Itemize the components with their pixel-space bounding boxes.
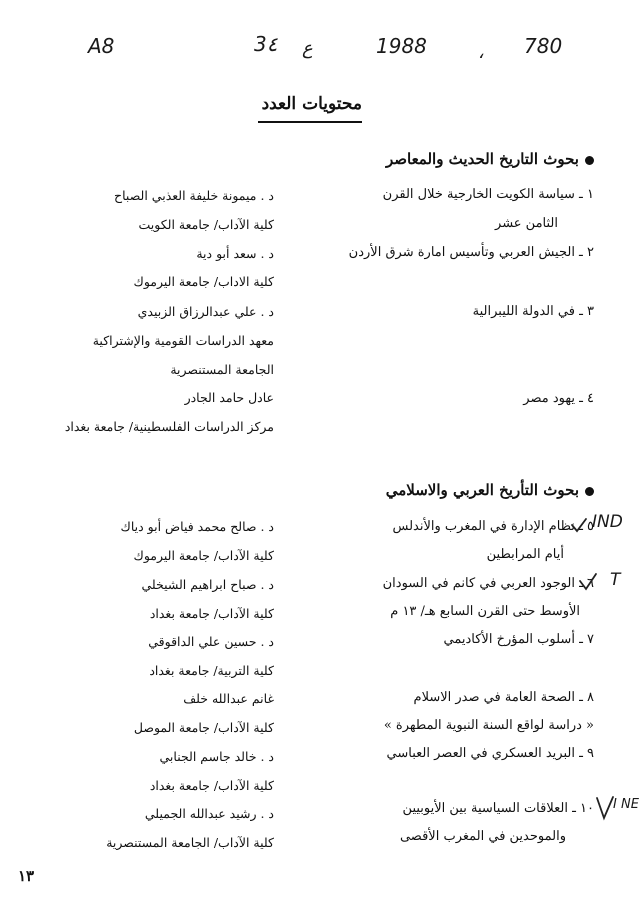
article-1-title-cont: الثامن عشر	[495, 216, 558, 231]
title-underline	[258, 121, 362, 123]
article-5-title: ٥ ـ نظام الإدارة في المغرب والأندلس	[392, 519, 594, 534]
article-7-affiliation: كلية التربية/ جامعة بغداد	[149, 663, 274, 678]
article-1-author: د . ميمونة خليفة العذبي الصباح	[114, 188, 274, 203]
article-6-title-cont: الأوسط حتى القرن السابع هـ/ ١٣ م	[390, 604, 580, 619]
article-4-title: ٤ ـ يهود مصر	[523, 391, 594, 406]
article-9-title: ٩ ـ البريد العسكري في العصر العباسي	[386, 746, 594, 761]
handwritten-code-right: 780	[524, 34, 563, 58]
section-title-modern-history: بحوث التاريخ الحديث والمعاصر	[386, 152, 594, 167]
article-7-author: د . حسين علي الداقوقي	[148, 634, 274, 649]
article-8-title-cont: « دراسة لواقع السنة النبوية المطهرة »	[383, 718, 594, 733]
checkmark-icon	[570, 516, 588, 534]
article-4-affiliation: مركز الدراسات الفلسطينية/ جامعة بغداد	[64, 419, 274, 434]
article-2-affiliation: كلية الاداب/ جامعة اليرموك	[133, 274, 274, 289]
margin-note-6: T	[610, 570, 621, 590]
handwritten-year: 1988	[376, 34, 427, 58]
article-1-affiliation: كلية الآداب/ جامعة الكويت	[138, 217, 274, 232]
margin-note-10: I NE	[613, 797, 639, 812]
article-9-affiliation: كلية الآداب/ جامعة بغداد	[149, 778, 274, 793]
article-8-title: ٨ ـ الصحة العامة في صدر الاسلام	[413, 690, 594, 705]
bullet-icon	[585, 487, 594, 496]
article-3-affiliation-2: الجامعة المستنصرية	[170, 362, 274, 377]
section-title-islamic-history: بحوث التأريخ العربي والاسلامي	[386, 483, 594, 498]
article-3-affiliation: معهد الدراسات القومية والإشتراكية	[92, 333, 274, 348]
article-10-title: ١٠ ـ العلاقات السياسية بين الأيوبيين	[402, 801, 594, 816]
bullet-icon	[585, 156, 594, 165]
article-10-title-cont: والموحدين في المغرب الأقصى	[399, 829, 566, 844]
page-number: ١٣	[18, 867, 35, 885]
article-6-title: ٦ ـ الوجود العربي في كانم في السودان	[382, 576, 594, 591]
article-10-affiliation: كلية الآداب/ الجامعة المستنصرية	[106, 835, 274, 850]
article-3-author: د . علي عبدالرزاق الزبيدي	[137, 304, 274, 319]
article-2-author: د . سعد أبو دية	[196, 246, 274, 261]
article-6-affiliation: كلية الآداب/ جامعة بغداد	[149, 606, 274, 621]
article-1-title: ١ ـ سياسة الكويت الخارجية خلال القرن	[382, 187, 594, 202]
article-5-affiliation: كلية الآداب/ جامعة اليرموك	[133, 548, 274, 563]
handwritten-volume: 3٤	[254, 32, 278, 56]
article-8-author: غانم عبدالله خلف	[183, 691, 274, 706]
article-3-title: ٣ ـ في الدولة الليبرالية	[472, 304, 594, 319]
article-2-title: ٢ ـ الجيش العربي وتأسيس امارة شرق الأردن	[348, 245, 594, 260]
handwritten-comma: ،	[478, 42, 484, 63]
article-5-author: د . صالح محمد فياض أبو دياك	[120, 519, 274, 534]
article-7-title: ٧ ـ أسلوب المؤرخ الأكاديمي	[443, 632, 594, 647]
article-6-author: د . صباح ابراهيم الشيخلي	[141, 577, 274, 592]
article-5-title-cont: أيام المرابطين	[486, 547, 564, 562]
article-8-affiliation: كلية الآداب/ جامعة الموصل	[133, 720, 274, 735]
article-9-author: د . خالد جاسم الجنابي	[159, 749, 274, 764]
margin-note-5: IND	[592, 512, 623, 532]
article-4-author: عادل حامد الجادر	[184, 390, 274, 405]
article-10-author: د . رشيد عبدالله الجميلي	[144, 806, 274, 821]
handwritten-code-left: A8	[88, 34, 115, 58]
handwritten-issue: ع	[302, 38, 313, 59]
page-title: محتويات العدد	[261, 94, 362, 114]
checkmark-icon	[595, 795, 615, 821]
checkmark-icon	[578, 571, 598, 593]
